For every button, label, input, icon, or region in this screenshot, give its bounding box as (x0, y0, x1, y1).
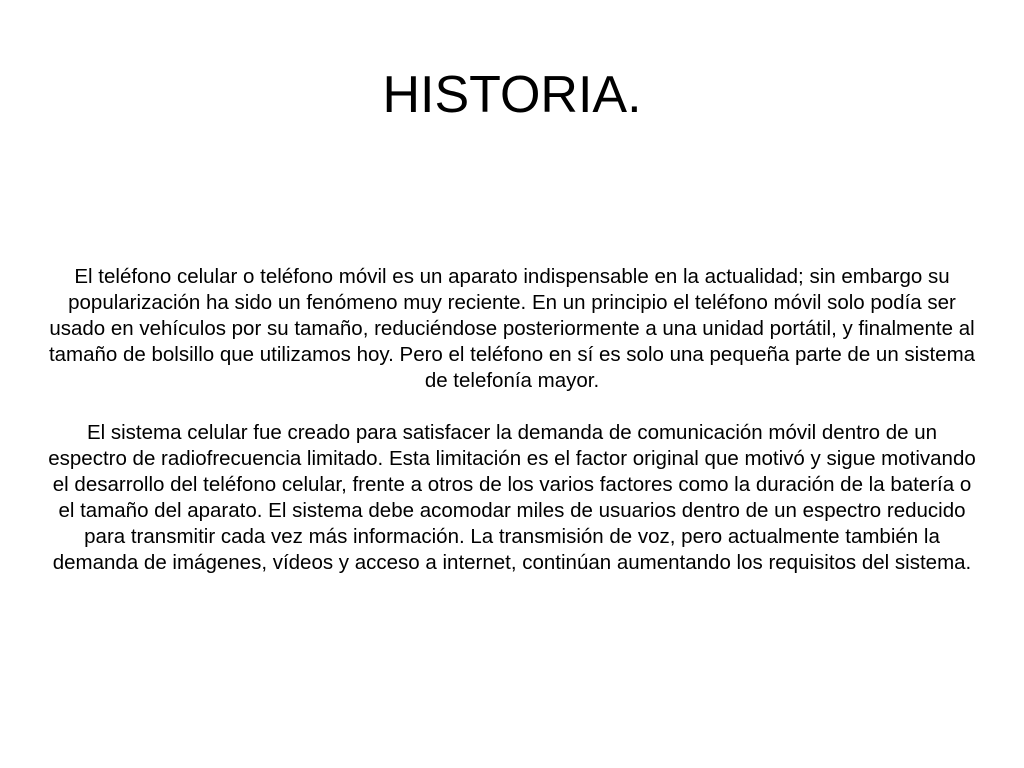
paragraph-1: El teléfono celular o teléfono móvil es un aparato indispensable en la actualidad; sin embargo su popularización ha sido un fenómeno muy reciente. En un principio el teléfono móvil solo podía ser usado en vehículos por su tamaño, reduciéndose posteriormente a una unidad portátil, y finalmente al tamaño de bolsillo que utilizamos hoy. Pero el teléfono en sí es solo una pequeña parte de un sistema de telefonía mayor. (48, 265, 976, 392)
slide-body (46, 264, 978, 576)
paragraph-2: El sistema celular fue creado para satisfacer la demanda de comunicación móvil dentro de un espectro de radiofrecuencia limitado. Esta limitación es el factor original que motivó y sigue motivando el desarrollo del teléfono celular, frente a otros de los varios factores como la duración de la batería o el tamaño del aparato. El sistema debe acomodar miles de usuarios dentro de un espectro reducido para transmitir cada vez más información. La transmisión de voz, pero actualmente también la demanda de imágenes, vídeos y acceso a internet, continúan aumentando los requisitos del sistema. (48, 421, 976, 574)
slide-title: HISTORIA. (382, 66, 642, 124)
